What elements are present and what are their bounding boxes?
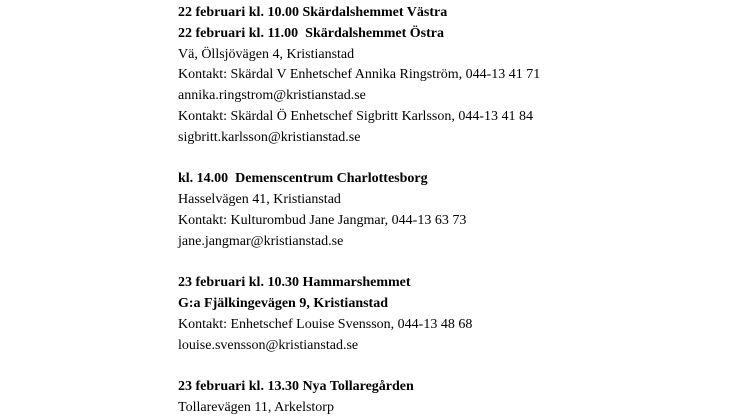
email: annika.ringstrom@kristianstad.se (178, 88, 366, 104)
contact-line: Kontakt: Kulturombud Jane Jangmar, 044-13 63 73 (178, 212, 467, 228)
contact-line: Kontakt: Skärdal V Enhetschef Annika Ringström, 044-13 41 71 (178, 67, 541, 83)
event-heading: 22 februari kl. 10.00 Skärdalshemmet Västra (178, 5, 448, 20)
section-charlottesborg (178, 169, 738, 252)
section-gap (178, 149, 738, 170)
section-gap (178, 357, 738, 378)
address: Vä, Öllsjövägen 4, Kristianstad (178, 46, 355, 62)
document-body (178, 3, 738, 419)
address: Tollarevägen 11, Arkelstorp (178, 400, 334, 416)
event-heading: kl. 14.00 Demenscentrum Charlottesborg (178, 171, 428, 187)
event-heading: 22 februari kl. 11.00 Skärdalshemmet Östra (178, 25, 444, 41)
email: sigbritt.karlsson@kristianstad.se (178, 129, 361, 145)
section-gap (178, 253, 738, 274)
email: louise.svensson@kristianstad.se (178, 337, 359, 353)
contact-line: Kontakt: Enhetschef Louise Svensson, 044-13 48 68 (178, 316, 473, 332)
event-heading: 23 februari kl. 10.30 Hammarshemmet (178, 275, 411, 291)
contact-line: Kontakt: Skärdal Ö Enhetschef Sigbritt Karlsson, 044-13 41 84 (178, 108, 534, 124)
section-tollaregarden (178, 377, 738, 419)
email: jane.jangmar@kristianstad.se (178, 233, 344, 249)
address: Hasselvägen 41, Kristianstad (178, 192, 341, 208)
address: G:a Fjälkingevägen 9, Kristianstad (178, 296, 389, 312)
section-hammarshemmet (178, 273, 738, 356)
section-skardalshemmet (178, 3, 738, 149)
event-heading: 23 februari kl. 13.30 Nya Tollaregården (178, 379, 414, 395)
